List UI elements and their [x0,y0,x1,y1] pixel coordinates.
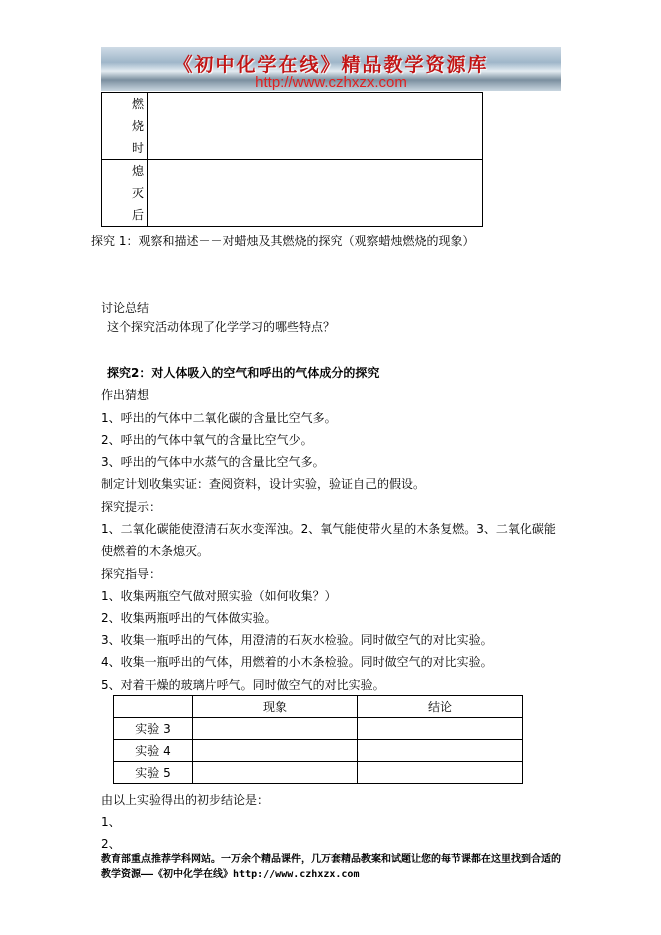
plan-text: 制定计划收集实证：查阅资料，设计实验，验证自己的假设。 [101,477,426,491]
hints-title: 探究提示： [101,500,162,514]
header-cell: 结论 [358,696,523,718]
experiment-table [113,695,523,784]
header-cell [114,696,193,718]
banner-title: 《初中化学在线》精品教学资源库 [173,54,489,76]
table-cell [193,718,358,740]
footer-line: 教育部重点推荐学科网站。一万余个精品课件，几万套精品教案和试题让您的每节课都在这里找到合适的 [101,854,561,865]
table-cell [148,160,483,227]
hypothesis-title: 作出猜想 [101,388,150,402]
table-row [102,160,483,227]
section2-title: 探究2：对人体吸入的空气和呼出的气体成分的探究 [107,366,380,380]
row-label: 实验 4 [114,740,193,762]
conclusion-title: 由以上实验得出的初步结论是： [101,793,270,807]
guide-item: 4、收集一瓶呼出的气体，用燃着的小木条检验。同时做空气的对比实验。 [101,655,493,669]
table-cell [193,740,358,762]
table-row [114,740,523,762]
hypothesis-item: 1、呼出的气体中二氧化碳的含量比空气多。 [101,411,337,425]
conclusion-item: 1、 [101,815,121,829]
section1-title: 探究 1：观察和描述－－对蜡烛及其燃烧的探究（观察蜡烛燃烧的现象） [91,234,475,248]
table-cell [148,93,483,160]
hint-line: 使燃着的木条熄灭。 [101,544,210,558]
hint-line: 1、二氧化碳能使澄清石灰水变浑浊。2、氧气能使带火星的木条复燃。3、二氧化碳能 [101,522,556,536]
footer-line: 教学资源——《初中化学在线》http://www.czhxzx.com [101,869,360,880]
table-header-row [114,696,523,718]
row-label: 熄灭后 [132,164,145,222]
guide-title: 探究指导： [101,567,162,581]
table-cell [193,762,358,784]
discussion-question: 这个探究活动体现了化学学习的哪些特点？ [107,320,336,334]
table-row [114,718,523,740]
row-label-cell [102,93,148,160]
guide-item: 2、收集两瓶呼出的气体做实验。 [101,611,277,625]
guide-item: 5、对着干燥的玻璃片呼气。同时做空气的对比实验。 [101,678,385,692]
observation-table [101,92,483,227]
banner-logo [101,47,561,91]
row-label: 燃烧时 [132,97,145,155]
table-row [114,762,523,784]
banner-url: http://www.czhxzx.com [255,74,407,91]
discussion-title: 讨论总结 [101,301,150,315]
table-cell [358,718,523,740]
conclusion-item: 2、 [101,837,121,851]
table-cell [358,740,523,762]
row-label: 实验 3 [114,718,193,740]
hypothesis-item: 2、呼出的气体中氧气的含量比空气少。 [101,433,313,447]
row-label: 实验 5 [114,762,193,784]
hypothesis-item: 3、呼出的气体中水蒸气的含量比空气多。 [101,455,325,469]
guide-item: 3、收集一瓶呼出的气体，用澄清的石灰水检验。同时做空气的对比实验。 [101,633,493,647]
table-cell [358,762,523,784]
row-label-cell [102,160,148,227]
table-row [102,93,483,160]
guide-item: 1、收集两瓶空气做对照实验（如何收集？） [101,589,337,603]
header-cell: 现象 [193,696,358,718]
